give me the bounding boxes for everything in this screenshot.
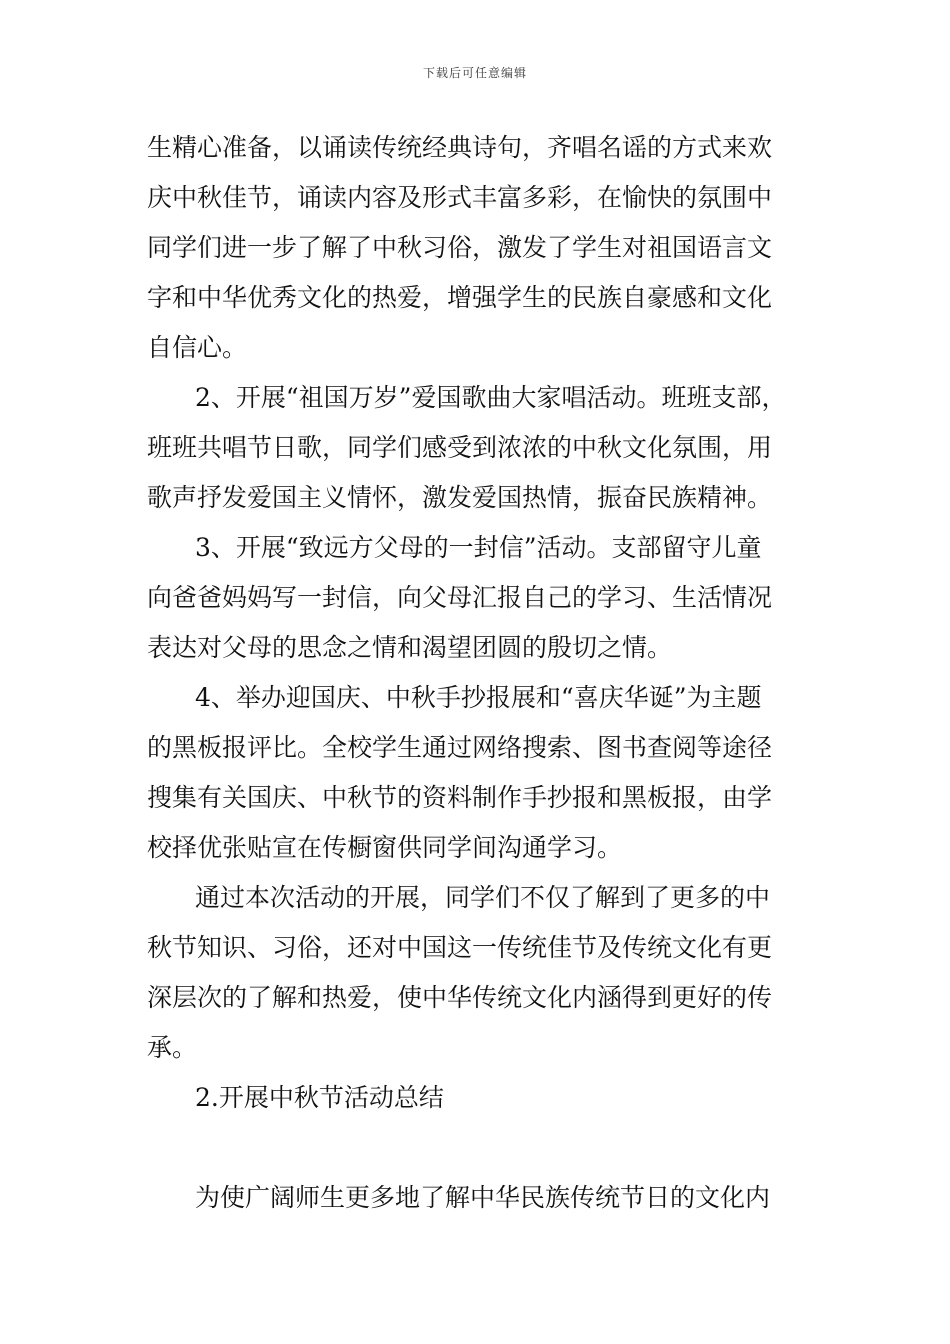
paragraph-line: 承。 — [147, 1033, 198, 1062]
paragraph-line: 字和中华优秀文化的热爱，增强学生的民族自豪感和文化 — [147, 283, 773, 312]
header-note: 下载后可任意编辑 — [422, 66, 527, 80]
paragraph-line: 生精心准备，以诵读传统经典诗句，齐唱名谣的方式来欢 — [147, 133, 773, 162]
section-heading: 2.开展中秋节活动总结 — [195, 1083, 444, 1112]
paragraph-line: 表达对父母的思念之情和渴望团圆的殷切之情。 — [147, 633, 673, 662]
paragraph-line: 向爸爸妈妈写一封信，向父母汇报自己的学习、生活情况 — [147, 583, 773, 612]
paragraph-line: 的黑板报评比。全校学生通过网络搜索、图书查阅等途径 — [147, 733, 773, 762]
paragraph-line: 3、开展“致远方父母的一封信”活动。支部留守儿童 — [195, 533, 762, 562]
paragraph-line: 2、开展“祖国万岁”爱国歌曲大家唱活动。班班支部， — [195, 383, 787, 412]
paragraph-line: 4、举办迎国庆、中秋手抄报展和“喜庆华诞”为主题 — [195, 683, 762, 712]
paragraph-line: 校择优张贴宣在传橱窗供同学间沟通学习。 — [147, 833, 623, 862]
paragraph-line: 班班共唱节日歌，同学们感受到浓浓的中秋文化氛围，用 — [147, 433, 773, 462]
paragraph-line: 深层次的了解和热爱，使中华传统文化内涵得到更好的传 — [147, 983, 773, 1012]
paragraph-line: 为使广阔师生更多地了解中华民族传统节日的文化内 — [195, 1183, 771, 1212]
paragraph-line: 庆中秋佳节，诵读内容及形式丰富多彩，在愉快的氛围中 — [147, 183, 773, 212]
paragraph-line: 自信心。 — [147, 333, 248, 362]
paragraph-line: 同学们进一步了解了中秋习俗，激发了学生对祖国语言文 — [147, 233, 773, 262]
paragraph-line: 通过本次活动的开展，同学们不仅了解到了更多的中 — [195, 883, 771, 912]
paragraph-line: 歌声抒发爱国主义情怀，激发爱国热情，振奋民族精神。 — [147, 483, 773, 512]
paragraph-line: 秋节知识、习俗，还对中国这一传统佳节及传统文化有更 — [147, 933, 773, 962]
paragraph-line: 搜集有关国庆、中秋节的资料制作手抄报和黑板报，由学 — [147, 783, 773, 812]
